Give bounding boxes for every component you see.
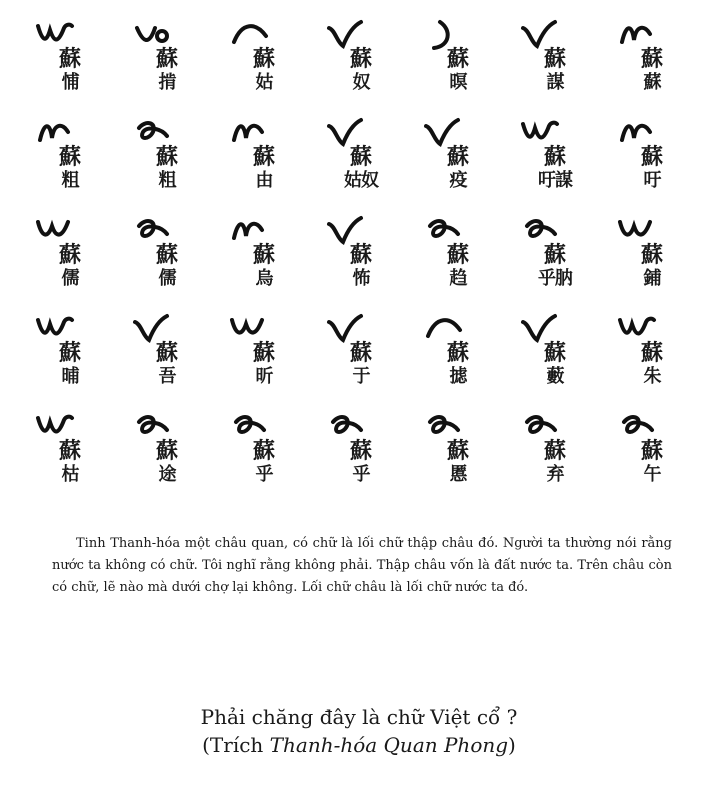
glyph-bottom: 由 bbox=[255, 170, 273, 191]
glyph-top: 蘇 bbox=[446, 439, 469, 464]
glyph-bottom: 乎 bbox=[255, 464, 273, 485]
glyph-bottom: 藪 bbox=[546, 366, 564, 387]
glyph-top: 蘇 bbox=[543, 243, 566, 268]
glyph-top: 蘇 bbox=[58, 439, 81, 464]
han-nom-glyph bbox=[341, 48, 381, 94]
character-cell bbox=[117, 18, 214, 116]
stroke-glyph-icon bbox=[620, 20, 660, 50]
figure-title bbox=[0, 703, 718, 759]
character-cell bbox=[20, 312, 117, 410]
han-nom-glyph bbox=[147, 440, 187, 486]
character-cell bbox=[408, 214, 505, 312]
stroke-glyph-icon bbox=[38, 118, 78, 148]
character-cell bbox=[408, 18, 505, 116]
stroke-glyph-icon bbox=[232, 216, 272, 246]
han-nom-glyph bbox=[50, 146, 90, 192]
glyph-bottom: 鋪 bbox=[643, 268, 661, 289]
glyph-bottom: 午 bbox=[643, 464, 661, 485]
stroke-glyph-icon bbox=[38, 20, 78, 50]
stroke-glyph-icon bbox=[135, 216, 175, 246]
glyph-top: 蘇 bbox=[349, 243, 372, 268]
han-nom-glyph bbox=[147, 244, 187, 290]
han-nom-glyph bbox=[632, 146, 672, 192]
han-nom-glyph bbox=[535, 440, 575, 486]
han-nom-glyph bbox=[244, 244, 284, 290]
glyph-top: 蘇 bbox=[543, 145, 566, 170]
glyph-top: 蘇 bbox=[349, 145, 372, 170]
character-cell bbox=[408, 312, 505, 410]
character-cell bbox=[408, 410, 505, 508]
han-nom-glyph bbox=[535, 146, 575, 192]
glyph-bottom: 儒 bbox=[61, 268, 79, 289]
han-nom-glyph bbox=[438, 440, 478, 486]
caption-paragraph bbox=[52, 533, 672, 599]
character-cell bbox=[117, 410, 214, 508]
stroke-glyph-icon bbox=[523, 20, 563, 50]
glyph-top: 蘇 bbox=[155, 341, 178, 366]
character-cell bbox=[602, 312, 699, 410]
stroke-glyph-icon bbox=[329, 216, 369, 246]
han-nom-glyph bbox=[50, 440, 90, 486]
stroke-glyph-icon bbox=[620, 216, 660, 246]
glyph-bottom: 姑奴 bbox=[344, 170, 378, 191]
han-nom-glyph bbox=[244, 146, 284, 192]
glyph-top: 蘇 bbox=[349, 341, 372, 366]
han-nom-glyph bbox=[147, 342, 187, 388]
stroke-glyph-icon bbox=[135, 314, 175, 344]
glyph-top: 蘇 bbox=[543, 439, 566, 464]
source-italic: Thanh-hóa Quan Phong bbox=[269, 733, 509, 757]
glyph-bottom: 謀 bbox=[546, 72, 564, 93]
stroke-glyph-icon bbox=[329, 412, 369, 442]
character-cell bbox=[20, 116, 117, 214]
glyph-top: 蘇 bbox=[252, 341, 275, 366]
stroke-glyph-icon bbox=[232, 118, 272, 148]
glyph-top: 蘇 bbox=[58, 145, 81, 170]
glyph-top: 蘇 bbox=[543, 47, 566, 72]
stroke-glyph-icon bbox=[38, 216, 78, 246]
glyph-top: 蘇 bbox=[155, 243, 178, 268]
han-nom-glyph bbox=[244, 440, 284, 486]
character-cell bbox=[505, 312, 602, 410]
han-nom-glyph bbox=[50, 244, 90, 290]
character-cell bbox=[505, 18, 602, 116]
glyph-top: 蘇 bbox=[640, 243, 663, 268]
glyph-top: 蘇 bbox=[640, 439, 663, 464]
glyph-top: 蘇 bbox=[252, 47, 275, 72]
character-cell bbox=[20, 410, 117, 508]
character-cell bbox=[408, 116, 505, 214]
stroke-glyph-icon bbox=[426, 216, 466, 246]
character-cell bbox=[20, 214, 117, 312]
han-nom-glyph bbox=[147, 48, 187, 94]
han-nom-glyph bbox=[632, 48, 672, 94]
glyph-bottom: 于 bbox=[352, 366, 370, 387]
stroke-glyph-icon bbox=[329, 118, 369, 148]
stroke-glyph-icon bbox=[523, 314, 563, 344]
han-nom-glyph bbox=[535, 342, 575, 388]
stroke-glyph-icon bbox=[523, 412, 563, 442]
glyph-bottom: 烏 bbox=[255, 268, 273, 289]
stroke-glyph-icon bbox=[620, 314, 660, 344]
glyph-top: 蘇 bbox=[252, 243, 275, 268]
glyph-top: 蘇 bbox=[640, 47, 663, 72]
source-suffix: ) bbox=[508, 733, 516, 757]
stroke-glyph-icon bbox=[620, 412, 660, 442]
han-nom-glyph bbox=[438, 146, 478, 192]
character-cell bbox=[214, 214, 311, 312]
character-cell bbox=[505, 214, 602, 312]
han-nom-glyph bbox=[147, 146, 187, 192]
character-cell bbox=[602, 214, 699, 312]
character-cell bbox=[214, 116, 311, 214]
han-nom-glyph bbox=[535, 48, 575, 94]
glyph-top: 蘇 bbox=[446, 341, 469, 366]
glyph-top: 蘇 bbox=[155, 145, 178, 170]
title-source bbox=[0, 731, 718, 759]
character-cell bbox=[311, 18, 408, 116]
stroke-glyph-icon bbox=[329, 20, 369, 50]
glyph-bottom: 粗 bbox=[158, 170, 176, 191]
glyph-bottom: 朱 bbox=[643, 366, 661, 387]
character-cell bbox=[602, 410, 699, 508]
character-cell bbox=[117, 312, 214, 410]
stroke-glyph-icon bbox=[426, 20, 466, 50]
han-nom-glyph bbox=[341, 440, 381, 486]
glyph-bottom: 乎 bbox=[352, 464, 370, 485]
glyph-top: 蘇 bbox=[446, 243, 469, 268]
han-nom-glyph bbox=[632, 440, 672, 486]
glyph-top: 蘇 bbox=[155, 439, 178, 464]
stroke-glyph-icon bbox=[135, 20, 175, 50]
glyph-top: 蘇 bbox=[349, 439, 372, 464]
han-nom-glyph bbox=[632, 342, 672, 388]
glyph-top: 蘇 bbox=[58, 243, 81, 268]
glyph-bottom: 途 bbox=[158, 464, 176, 485]
glyph-bottom: 吁謀 bbox=[538, 170, 572, 191]
han-nom-glyph bbox=[341, 342, 381, 388]
character-cell bbox=[505, 116, 602, 214]
glyph-bottom: 昕 bbox=[255, 366, 273, 387]
glyph-top: 蘇 bbox=[446, 145, 469, 170]
source-prefix: (Trích bbox=[202, 733, 270, 757]
character-cell bbox=[311, 214, 408, 312]
glyph-top: 蘇 bbox=[155, 47, 178, 72]
stroke-glyph-icon bbox=[38, 412, 78, 442]
stroke-glyph-icon bbox=[620, 118, 660, 148]
han-nom-glyph bbox=[632, 244, 672, 290]
stroke-glyph-icon bbox=[329, 314, 369, 344]
stroke-glyph-icon bbox=[232, 314, 272, 344]
title-question: Phải chăng đây là chữ Việt cổ ? bbox=[200, 705, 518, 729]
han-nom-glyph bbox=[244, 342, 284, 388]
character-cell bbox=[214, 312, 311, 410]
glyph-top: 蘇 bbox=[252, 145, 275, 170]
glyph-top: 蘇 bbox=[640, 145, 663, 170]
han-nom-glyph bbox=[244, 48, 284, 94]
glyph-top: 蘇 bbox=[543, 341, 566, 366]
glyph-top: 蘇 bbox=[446, 47, 469, 72]
han-nom-glyph bbox=[341, 146, 381, 192]
glyph-bottom: 暝 bbox=[449, 72, 467, 93]
glyph-bottom: 粗 bbox=[61, 170, 79, 191]
stroke-glyph-icon bbox=[523, 118, 563, 148]
character-cell bbox=[602, 116, 699, 214]
han-nom-glyph bbox=[535, 244, 575, 290]
glyph-bottom: 摅 bbox=[449, 366, 467, 387]
caption-text: Tinh Thanh-hóa một châu quan, có chữ là lối chữ thập châu đó. Người ta thường nói rằng nước ta không có chữ. Tôi nghĩ rằng không phải. Thập châu vốn là đất nước ta. Trên châu còn có chữ, lẽ nào mà dưới chợ lại không. Lối chữ châu là lối chữ nước ta đó. bbox=[52, 536, 672, 595]
stroke-glyph-icon bbox=[232, 20, 272, 50]
character-cell bbox=[311, 116, 408, 214]
script-sample-grid bbox=[20, 18, 700, 513]
glyph-bottom: 慝 bbox=[449, 464, 467, 485]
stroke-glyph-icon bbox=[523, 216, 563, 246]
glyph-bottom: 怖 bbox=[352, 268, 370, 289]
glyph-top: 蘇 bbox=[58, 341, 81, 366]
glyph-bottom: 儒 bbox=[158, 268, 176, 289]
han-nom-glyph bbox=[438, 48, 478, 94]
han-nom-glyph bbox=[438, 342, 478, 388]
character-cell bbox=[214, 410, 311, 508]
glyph-top: 蘇 bbox=[58, 47, 81, 72]
character-cell bbox=[311, 410, 408, 508]
glyph-bottom: 奴 bbox=[352, 72, 370, 93]
stroke-glyph-icon bbox=[232, 412, 272, 442]
han-nom-glyph bbox=[50, 48, 90, 94]
stroke-glyph-icon bbox=[426, 314, 466, 344]
glyph-top: 蘇 bbox=[252, 439, 275, 464]
glyph-bottom: 吾 bbox=[158, 366, 176, 387]
glyph-bottom: 掯 bbox=[158, 72, 176, 93]
character-cell bbox=[505, 410, 602, 508]
character-cell bbox=[214, 18, 311, 116]
stroke-glyph-icon bbox=[38, 314, 78, 344]
character-cell bbox=[117, 116, 214, 214]
character-cell bbox=[311, 312, 408, 410]
glyph-bottom: 晡 bbox=[61, 366, 79, 387]
glyph-bottom: 趋 bbox=[449, 268, 467, 289]
glyph-bottom: 乎肭 bbox=[538, 268, 572, 289]
stroke-glyph-icon bbox=[135, 412, 175, 442]
glyph-top: 蘇 bbox=[640, 341, 663, 366]
glyph-bottom: 悑 bbox=[61, 72, 79, 93]
glyph-bottom: 吁 bbox=[643, 170, 661, 191]
han-nom-glyph bbox=[50, 342, 90, 388]
stroke-glyph-icon bbox=[135, 118, 175, 148]
glyph-bottom: 姑 bbox=[255, 72, 273, 93]
character-cell bbox=[602, 18, 699, 116]
glyph-bottom: 弃 bbox=[546, 464, 564, 485]
glyph-bottom: 蘇 bbox=[643, 72, 661, 93]
character-cell bbox=[117, 214, 214, 312]
stroke-glyph-icon bbox=[426, 412, 466, 442]
glyph-bottom: 枯 bbox=[61, 464, 79, 485]
character-cell bbox=[20, 18, 117, 116]
glyph-top: 蘇 bbox=[349, 47, 372, 72]
glyph-bottom: 疫 bbox=[449, 170, 467, 191]
han-nom-glyph bbox=[438, 244, 478, 290]
stroke-glyph-icon bbox=[426, 118, 466, 148]
han-nom-glyph bbox=[341, 244, 381, 290]
